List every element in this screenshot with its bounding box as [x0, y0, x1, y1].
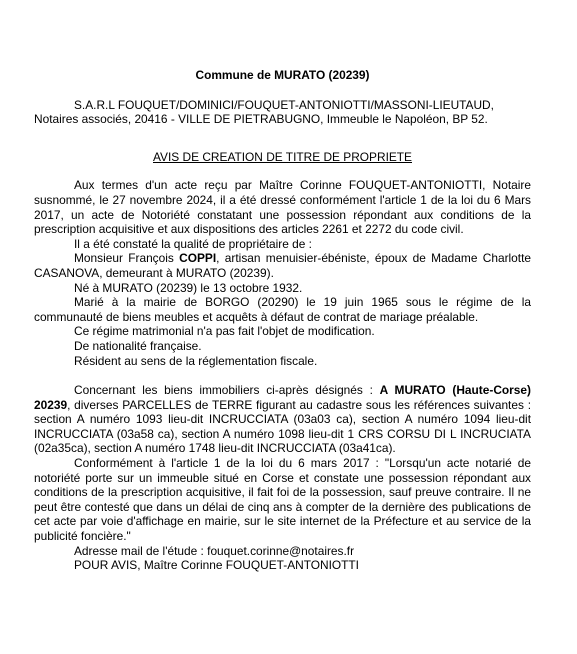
intro-paragraph: Aux termes d'un acte reçu par Maître Corinne FOUQUET-ANTONIOTTI, Notaire susnommé, le 27 novembre 2024, il a été dressé conformément l'article 1 de la loi du 6 Mars 2017, un acte de Notoriété constatant une possession répondant aux conditions de la prescription acquisitive et aux dispositions des articles 2261 et 2272 du code civil. — [34, 178, 531, 237]
closing-line: POUR AVIS, Maître Corinne FOUQUET-ANTONIOTTI — [74, 558, 359, 573]
birth-line: Né à MURATO (20239) le 13 octobre 1932. — [74, 280, 303, 295]
owner-name: COPPI — [179, 251, 217, 266]
notice-title: Commune de MURATO (20239) — [195, 68, 370, 82]
owner-paragraph — [34, 251, 531, 280]
property-location: A MURATO (Haute-Corse) 20239 — [34, 383, 531, 412]
legal-notice — [34, 68, 531, 573]
notice-heading: AVIS DE CREATION DE TITRE DE PROPRIETE — [153, 149, 412, 164]
nationality-line: De nationalité française. — [74, 338, 202, 353]
email-line: Adresse mail de l'étude : fouquet.corinne@notaires.fr — [74, 543, 355, 558]
property-details: , diverses PARCELLES de TERRE figurant au cadastre sous les références suivantes : section A numéro 1093 lieu-dit INCRUCCIATA (03a03 ca), section A numéro 1094 lieu-dit INCRUCCIATA (03a58 ca), section A numéro 1098 lieu-dit 1 CRS CORSU DI L INCRUCIATA (02a35ca), section A numéro 1748 lieu-dit INCRUCCIATA (03a41ca). — [34, 397, 531, 456]
paragraph-gap — [34, 368, 531, 383]
owner-quality-line: Il a été constaté la qualité de propriétaire de : — [74, 236, 312, 251]
law-quote-paragraph: Conformément à l'article 1 de la loi du 6 mars 2017 : "Lorsqu'un acte notarié de notoriété porte sur un immeuble situé en Corse et constate une possession répondant aux conditions de la prescription acquisitive, il fait foi de la possession, sauf preuve contraire. Il ne peut être contesté que dans un délai de cinq ans à compter de la dernière des publications de cet acte par voie d'affichage en mairie, sur le site internet de la Préfecture et au service de la publicité foncière." — [34, 456, 531, 544]
regime-line: Ce régime matrimonial n'a pas fait l'objet de modification. — [74, 324, 375, 339]
property-prefix: Concernant les biens immobiliers ci-après désignés : — [74, 383, 380, 398]
notaries-line: S.A.R.L FOUQUET/DOMINICI/FOUQUET-ANTONIOTTI/MASSONI-LIEUTAUD, Notaires associés, 20416 - VILLE DE PIETRABUGNO, Immeuble le Napoléon, BP 52. — [34, 97, 494, 127]
owner-suffix: , artisan menuisier-ébéniste, époux de Madame Charlotte CASANOVA, demeurant à MURATO (20239). — [34, 251, 532, 280]
resident-line: Résident au sens de la réglementation fiscale. — [74, 353, 318, 368]
marriage-paragraph: Marié à la mairie de BORGO (20290) le 19 juin 1965 sous le régime de la communauté de biens meubles et acquêts à défaut de contrat de mariage préalable. — [34, 295, 531, 324]
property-paragraph — [34, 383, 531, 456]
owner-prefix: Monsieur François — [74, 251, 180, 266]
